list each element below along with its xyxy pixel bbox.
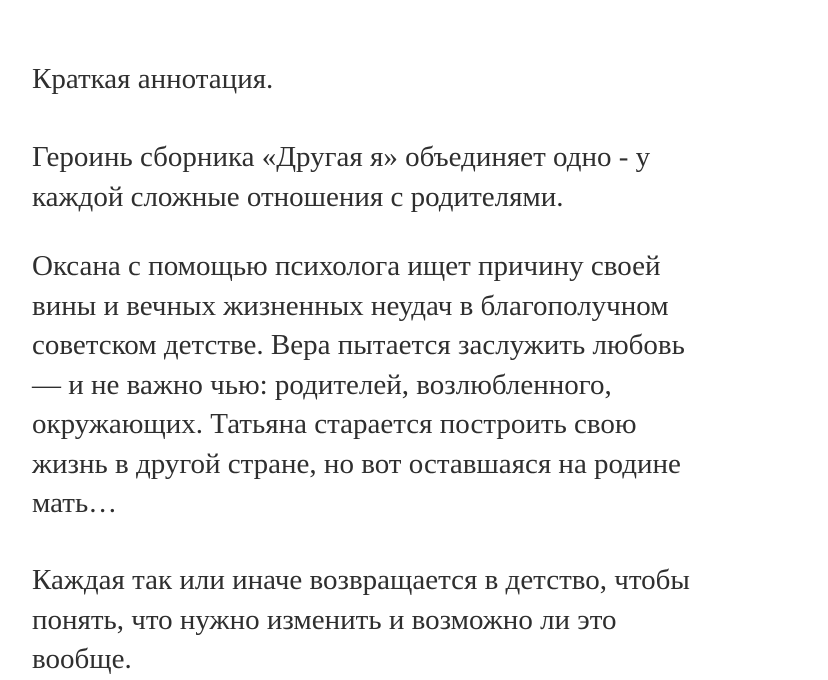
text-line: Героинь сборника «Другая я» объединяет одно - у (32, 141, 651, 173)
text-line: жизнь в другой стране, но вот оставшаяся на родине (32, 447, 681, 480)
paragraph-conclusion (32, 561, 690, 680)
text-line: окружающих. Татьяна старается построить свою (32, 408, 637, 440)
text-line: советском детстве. Вера пытается заслужить любовь (32, 329, 685, 361)
paragraph-intro (32, 138, 650, 217)
text-line: каждой сложные отношения с родителями. (32, 180, 564, 213)
text-line: вины и вечных жизненных неудач в благополучном (32, 289, 669, 322)
paragraph-heroines (32, 247, 685, 524)
text-line: вообще. (32, 643, 132, 675)
text-line: — и не важно чью: родителей, возлюбленного, (32, 368, 612, 401)
text-line: Оксана с помощью психолога ищет причину своей (32, 250, 661, 282)
text-line: Каждая так или иначе возвращается в детство, чтобы (32, 564, 690, 596)
annotation-title: Краткая аннотация. (32, 63, 274, 95)
text-line: понять, что нужно изменить и возможно ли это (32, 603, 617, 636)
text-line: мать… (32, 487, 118, 519)
